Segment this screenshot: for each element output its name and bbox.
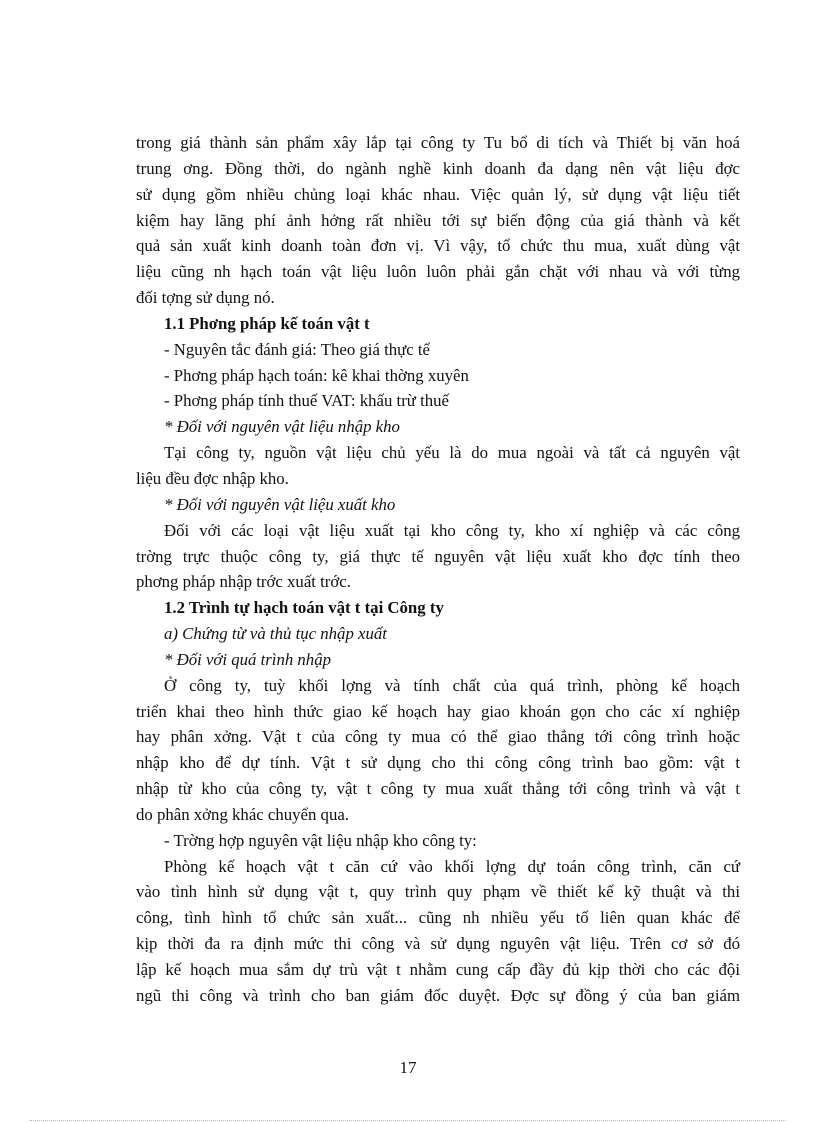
paragraph-line: sử dụng gồm nhiều chủng loại khác nhau. Việc quản lý, sử dụng vật liệu tiết bbox=[136, 184, 740, 204]
paragraph-line: triển khai theo hình thức giao kế hoạch hay giao khoán gọn cho các xí nghiệp bbox=[136, 701, 740, 721]
bullet-line: - Phơng pháp hạch toán: kê khai thờng xuyên bbox=[164, 365, 469, 385]
paragraph-line: công, tình hình tổ chức sản xuất... cũng nh nhiều yếu tố liên quan khác để bbox=[136, 908, 740, 928]
paragraph-line: do phân xởng khác chuyển qua. bbox=[136, 804, 349, 824]
paragraph-line: liệu đều đợc nhập kho. bbox=[136, 468, 289, 488]
paragraph-line: đối tợng sử dụng nó. bbox=[136, 288, 275, 308]
page-bottom-divider bbox=[30, 1120, 786, 1121]
bullet-line: - Nguyên tắc đánh giá: Theo giá thực tế bbox=[164, 339, 431, 359]
paragraph-line: Tại công ty, nguồn vật liệu chủ yếu là do mua ngoài và tất cả nguyên vật bbox=[164, 443, 740, 463]
section-heading: 1.1 Phơng pháp kế toán vật t bbox=[164, 313, 370, 333]
paragraph-line: trong giá thành sản phẩm xây lắp tại công ty Tu bổ di tích và Thiết bị văn hoá bbox=[136, 133, 740, 152]
paragraph-line: vào tình hình sử dụng vật t, quy trình quy phạm về thiết kế kỹ thuật và thi bbox=[136, 882, 740, 902]
bullet-line: - Phơng pháp tính thuế VAT: khấu trừ thuế bbox=[164, 391, 449, 411]
subheading: a) Chứng từ và thủ tục nhập xuất bbox=[164, 624, 387, 644]
subheading: * Đối với nguyên vật liệu xuất kho bbox=[164, 494, 396, 514]
paragraph-line: Ở công ty, tuỳ khối lợng và tính chất của quá trình, phòng kế hoạch bbox=[164, 675, 740, 695]
subheading: * Đối với nguyên vật liệu nhập kho bbox=[164, 417, 400, 437]
paragraph-line: kiệm hay lãng phí ảnh hởng rất nhiều tới sự biến động của giá thành và kết bbox=[136, 210, 740, 230]
paragraph-line: trờng trực thuộc công ty, giá thực tế nguyên vật liệu xuất kho đợc tính theo bbox=[136, 546, 740, 566]
paragraph-line: lập kế hoạch mua sắm dự trù vật t nhằm cung cấp đầy đủ kịp thời cho các đội bbox=[136, 960, 740, 979]
paragraph-line: phơng pháp nhập trớc xuất trớc. bbox=[136, 572, 351, 592]
paragraph-line: Phòng kế hoạch vật t căn cứ vào khối lợng dự toán công trình, căn cứ bbox=[164, 856, 740, 876]
paragraph-line: quả sản xuất kinh doanh toàn đơn vị. Vì vậy, tổ chức thu mua, xuất dùng vật bbox=[136, 236, 740, 256]
paragraph-line: kịp thời đa ra định mức thi công và sử dụng nguyên vật liệu. Trên cơ sở đó bbox=[136, 934, 740, 954]
paragraph-line: ngũ thi công và trình cho ban giám đốc duyệt. Đợc sự đồng ý của ban giám bbox=[136, 985, 740, 1005]
subheading: * Đối với quá trình nhập bbox=[164, 649, 331, 669]
document-body bbox=[136, 130, 740, 1009]
section-heading: 1.2 Trình tự hạch toán vật t tại Công ty bbox=[164, 598, 444, 618]
paragraph-line: nhập kho để dự tính. Vật t sử dụng cho thi công công trình bao gồm: vật t bbox=[136, 753, 740, 773]
paragraph-line: hay phân xởng. Vật t của công ty mua có thể giao thẳng tới công trình hoặc bbox=[136, 727, 740, 747]
paragraph-line: liệu cũng nh hạch toán vật liệu luôn luôn phải gắn chặt với nhau và với từng bbox=[136, 262, 740, 282]
paragraph-line: trung ơng. Đồng thời, do ngành nghề kinh doanh đa dạng nên vật liệu đợc bbox=[136, 158, 740, 178]
bullet-line: - Trờng hợp nguyên vật liệu nhập kho công ty: bbox=[164, 830, 477, 850]
paragraph-line: Đối với các loại vật liệu xuất tại kho công ty, kho xí nghiệp và các công bbox=[164, 520, 740, 540]
page-number: 17 bbox=[399, 1058, 417, 1077]
paragraph-line: nhập từ kho của công ty, vật t công ty mua xuất thẳng tới công trình và vật t bbox=[136, 779, 740, 799]
